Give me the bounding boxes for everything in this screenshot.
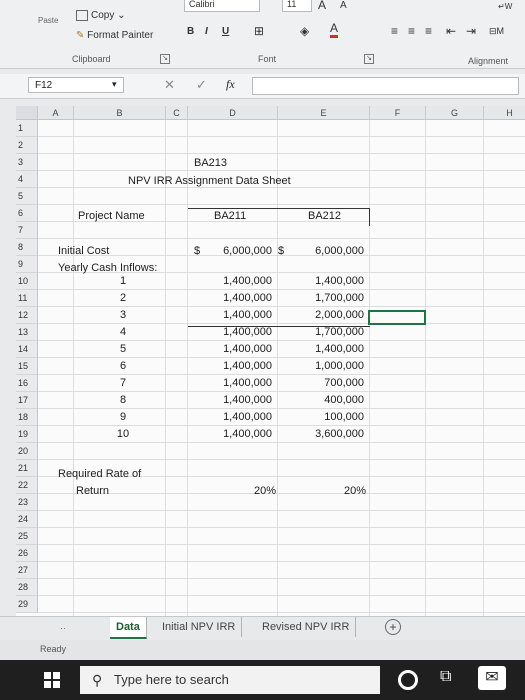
gridline — [38, 544, 525, 545]
inflow-project-1: 1,400,000 — [223, 292, 272, 304]
underline-button[interactable]: U — [222, 26, 230, 37]
gridline — [38, 510, 525, 511]
row-header-9[interactable]: 9 — [16, 256, 38, 273]
required-rate-label: Required Rate of — [58, 468, 142, 480]
inflow-project-2: 1,400,000 — [315, 343, 364, 355]
italic-button[interactable]: I — [205, 26, 208, 37]
year-number: 1 — [119, 275, 127, 287]
initial-cost-2: 6,000,000 — [315, 245, 364, 257]
gridline — [38, 289, 525, 290]
currency-2: $ — [278, 245, 285, 257]
inflow-project-2: 100,000 — [324, 411, 364, 423]
format-painter-button[interactable] — [76, 30, 153, 41]
font-launcher-icon[interactable]: ↘ — [364, 54, 374, 64]
gridline — [38, 306, 525, 307]
project-name-label: Project Name — [78, 210, 145, 222]
column-header-b[interactable]: B — [74, 106, 166, 120]
project-1-name: BA211 — [214, 210, 247, 222]
cancel-icon[interactable]: ✕ — [164, 77, 175, 92]
column-header-h[interactable]: H — [484, 106, 525, 120]
brush-icon: ✎ — [76, 30, 88, 41]
inflow-project-2: 1,000,000 — [315, 360, 364, 372]
bold-button[interactable]: B — [187, 26, 195, 37]
tab-scroll-icon[interactable]: ‥ — [60, 621, 67, 631]
spreadsheet-grid[interactable] — [16, 106, 525, 616]
column-header-g[interactable]: G — [426, 106, 484, 120]
year-number: 5 — [119, 343, 127, 355]
row-header-13[interactable]: 13 — [16, 324, 38, 341]
insert-function-button[interactable]: fx — [226, 77, 235, 91]
row-header-10[interactable]: 10 — [16, 273, 38, 290]
tab-revised-npv-irr[interactable]: Revised NPV IRR — [256, 617, 356, 637]
currency-1: $ — [194, 245, 201, 257]
row-header-18[interactable]: 18 — [16, 409, 38, 426]
row-header-12[interactable]: 12 — [16, 307, 38, 324]
year-number: 9 — [119, 411, 127, 423]
alignment-group-label: Alignment — [468, 56, 509, 66]
gridline — [38, 238, 525, 239]
copy-button[interactable] — [76, 10, 126, 21]
sheet-title: BA213 — [194, 157, 228, 169]
gridline — [38, 170, 525, 171]
inflow-project-1: 1,400,000 — [223, 326, 272, 338]
row-header-19[interactable]: 19 — [16, 426, 38, 443]
row-header-5[interactable]: 5 — [16, 188, 38, 205]
format-painter-label: Format Painter — [87, 30, 154, 41]
status-bar — [0, 640, 525, 660]
paste-button[interactable]: Paste — [38, 16, 59, 25]
initial-cost-label: Initial Cost — [58, 245, 110, 257]
row-header-11[interactable]: 11 — [16, 290, 38, 307]
gridline — [38, 595, 525, 596]
year-number: 8 — [119, 394, 127, 406]
project-2-name: BA212 — [308, 210, 342, 222]
rate-1: 20% — [253, 485, 276, 497]
row-header-25[interactable]: 25 — [16, 528, 38, 545]
gridline — [38, 391, 525, 392]
copy-icon — [76, 10, 88, 21]
gridline — [425, 120, 426, 616]
clipboard-group-label: Clipboard — [72, 54, 111, 64]
wrap-label: W — [504, 2, 513, 11]
column-header-a[interactable]: A — [38, 106, 74, 120]
grow-font-button[interactable]: A — [318, 0, 327, 12]
inflow-project-2: 700,000 — [324, 377, 364, 389]
row-header-4[interactable]: 4 — [16, 171, 38, 188]
inflow-project-1: 1,400,000 — [223, 360, 272, 372]
row-header-27[interactable]: 27 — [16, 562, 38, 579]
row-header-3[interactable]: 3 — [16, 154, 38, 171]
gridline — [38, 578, 525, 579]
task-view-icon[interactable]: ⧉ — [440, 668, 452, 685]
row-header-6[interactable]: 6 — [16, 205, 38, 222]
gridline — [38, 357, 525, 358]
sheet-subtitle: NPV IRR Assignment Data Sheet — [128, 175, 291, 187]
row-header-17[interactable]: 17 — [16, 392, 38, 409]
gridline — [369, 120, 370, 616]
status-text: Ready — [40, 644, 67, 654]
gridline — [38, 374, 525, 375]
search-icon: ⚲ — [92, 672, 103, 688]
decrease-indent-icon[interactable]: ⇤ — [446, 24, 457, 38]
gridline — [38, 561, 525, 562]
year-number: 10 — [116, 428, 130, 440]
column-header-e[interactable]: E — [278, 106, 370, 120]
clipboard-launcher-icon[interactable]: ↘ — [160, 54, 170, 64]
enter-icon[interactable]: ✓ — [196, 77, 207, 92]
gridline — [277, 120, 278, 616]
font-color-button[interactable]: A — [330, 22, 338, 38]
gridline — [38, 493, 525, 494]
row-header-26[interactable]: 26 — [16, 545, 38, 562]
row-header-2[interactable]: 2 — [16, 137, 38, 154]
copy-label: Copy — [91, 10, 115, 22]
gridline — [38, 187, 525, 188]
year-number: 4 — [119, 326, 127, 338]
year-number: 6 — [119, 360, 127, 372]
row-header-7[interactable]: 7 — [16, 222, 38, 239]
row-header-28[interactable]: 28 — [16, 579, 38, 596]
inflow-project-2: 1,700,000 — [315, 292, 364, 304]
inflow-project-2: 2,000,000 — [315, 309, 364, 321]
increase-indent-icon[interactable]: ⇥ — [466, 24, 477, 38]
select-all-corner[interactable] — [16, 106, 38, 120]
row-header-29[interactable]: 29 — [16, 596, 38, 613]
sheet-tab-bar — [0, 616, 525, 639]
font-group-label: Font — [258, 54, 277, 64]
row-header-21[interactable]: 21 — [16, 460, 38, 477]
inflow-project-1: 1,400,000 — [223, 343, 272, 355]
taskbar-search-input[interactable] — [80, 666, 380, 694]
yearly-cash-label: Yearly Cash Inflows: — [58, 262, 158, 274]
row-header-16[interactable]: 16 — [16, 375, 38, 392]
year-number: 7 — [119, 377, 127, 389]
gridline — [38, 408, 525, 409]
font-size-box[interactable]: 11 — [282, 0, 312, 12]
inflow-project-1: 1,400,000 — [223, 275, 272, 287]
inflow-project-1: 1,400,000 — [223, 377, 272, 389]
ribbon — [0, 0, 525, 69]
formula-input[interactable] — [252, 77, 519, 95]
align-center-icon[interactable]: ≡ — [408, 24, 416, 38]
gridline — [165, 120, 166, 616]
gridline — [187, 120, 188, 616]
gridline — [38, 425, 525, 426]
gridline — [73, 120, 74, 616]
inflow-project-1: 1,400,000 — [223, 309, 272, 321]
mail-icon[interactable]: ✉ — [478, 666, 506, 690]
inflow-project-2: 1,700,000 — [315, 326, 364, 338]
rate-2: 20% — [343, 485, 366, 497]
gridline — [38, 323, 525, 324]
gridline — [38, 527, 525, 528]
inflow-project-2: 3,600,000 — [315, 428, 364, 440]
row-header-14[interactable]: 14 — [16, 341, 38, 358]
row-header-8[interactable]: 8 — [16, 239, 38, 256]
gridline — [38, 204, 525, 205]
wrap-text-button[interactable] — [498, 2, 512, 11]
align-left-icon[interactable]: ≡ — [391, 24, 399, 38]
gridline — [38, 442, 525, 443]
column-header-d[interactable]: D — [188, 106, 278, 120]
chevron-down-icon: ⌄ — [114, 10, 126, 22]
formula-bar — [0, 74, 525, 99]
row-header-22[interactable]: 22 — [16, 477, 38, 494]
borders-icon[interactable]: ⊞ — [254, 24, 265, 38]
gridline — [38, 136, 525, 137]
row-header-24[interactable]: 24 — [16, 511, 38, 528]
header-border-right — [369, 208, 370, 226]
row-header-15[interactable]: 15 — [16, 358, 38, 375]
inflow-project-1: 1,400,000 — [223, 411, 272, 423]
row-header-1[interactable]: 1 — [16, 120, 38, 137]
selected-cell-f12[interactable] — [368, 310, 426, 325]
font-name-box[interactable]: Calibri — [184, 0, 260, 12]
windows-start-icon[interactable] — [44, 672, 60, 688]
inflow-project-2: 1,400,000 — [315, 275, 364, 287]
gridline — [38, 153, 525, 154]
merge-center-button[interactable] — [489, 26, 504, 37]
inflow-project-1: 1,400,000 — [223, 428, 272, 440]
column-header-f[interactable]: F — [370, 106, 426, 120]
gridline — [38, 459, 525, 460]
align-right-icon[interactable]: ≡ — [425, 24, 433, 38]
gridline — [38, 612, 525, 613]
row-header-23[interactable]: 23 — [16, 494, 38, 511]
cortana-icon[interactable] — [398, 670, 418, 690]
gridline — [483, 120, 484, 616]
year-number: 2 — [119, 292, 127, 304]
tab-data[interactable]: Data — [110, 617, 147, 639]
required-rate-label-2: Return — [76, 485, 110, 497]
search-placeholder: Type here to search — [114, 672, 229, 687]
shrink-font-button[interactable]: A — [340, 0, 347, 11]
merge-icon: ⊟ — [489, 26, 497, 36]
gridline — [38, 340, 525, 341]
inflow-project-2: 400,000 — [324, 394, 364, 406]
tab-initial-npv-irr[interactable]: Initial NPV IRR — [156, 617, 242, 637]
name-box-dropdown-icon[interactable]: ▾ — [112, 79, 117, 89]
name-box[interactable]: F12 — [28, 77, 124, 93]
add-sheet-icon[interactable]: + — [385, 619, 401, 635]
column-header-c[interactable]: C — [166, 106, 188, 120]
taskbar — [0, 660, 525, 700]
initial-cost-1: 6,000,000 — [223, 245, 272, 257]
fill-color-icon[interactable]: ◈ — [300, 24, 310, 38]
inflow-project-1: 1,400,000 — [223, 394, 272, 406]
merge-label: M — [496, 26, 505, 36]
wrap-icon: ↵ — [498, 2, 505, 11]
header-border-top — [188, 208, 370, 209]
row-header-20[interactable]: 20 — [16, 443, 38, 460]
year-number: 3 — [119, 309, 127, 321]
